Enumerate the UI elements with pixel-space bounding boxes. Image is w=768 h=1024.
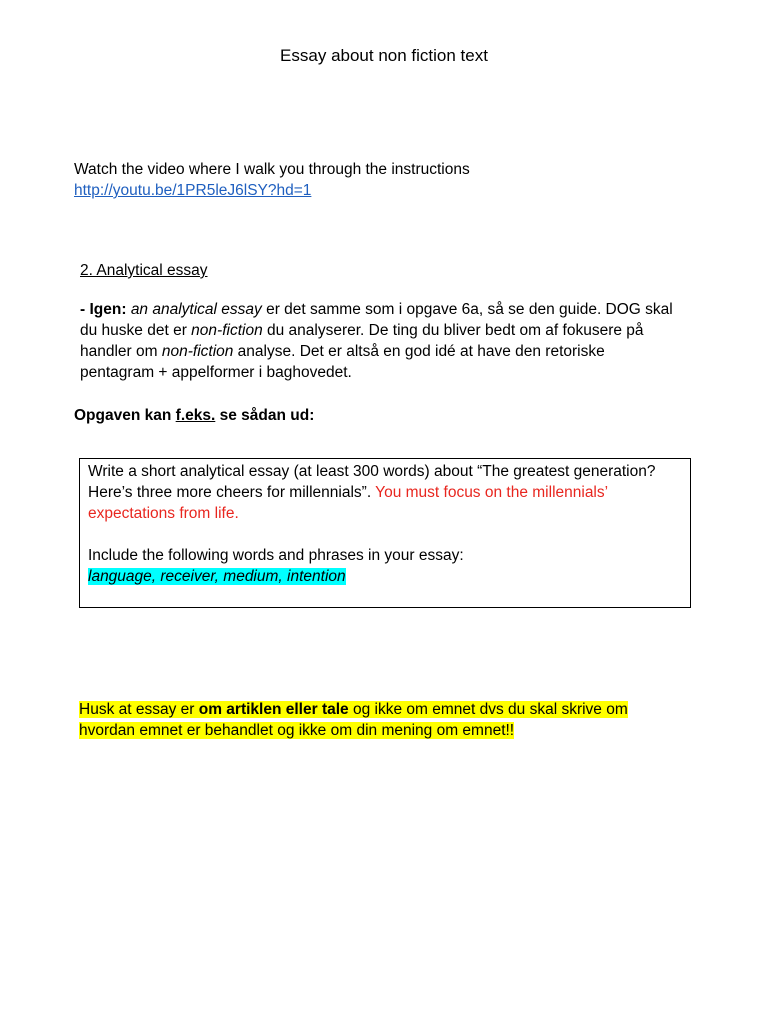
reminder-bold: om artiklen eller tale	[198, 701, 349, 718]
instruction-paragraph	[80, 299, 680, 383]
video-link[interactable]: http://youtu.be/1PR5leJ6lSY?hd=1	[74, 182, 312, 199]
task-red-text: You must focus on the millennials’ expectations from life.	[88, 484, 608, 522]
example-heading	[74, 405, 314, 426]
task-text-2: Include the following words and phrases in your essay:	[88, 547, 464, 564]
example-heading-pre: Opgaven kan	[74, 407, 176, 424]
reminder-note	[79, 699, 679, 741]
paragraph-text-3: du analyserer. De ting du bliver bedt om af fokusere på handler om	[80, 322, 644, 360]
paragraph-emphasis-3: non-fiction	[161, 343, 234, 360]
paragraph-prefix: - Igen:	[80, 301, 131, 318]
example-heading-post: se sådan ud:	[215, 407, 315, 424]
paragraph-emphasis-1: an analytical essay	[130, 301, 262, 318]
reminder-text-2: og ikke om emnet dvs du skal skrive om hvordan emnet er behandlet og ikke om din mening om emnet!!	[79, 701, 628, 739]
example-heading-underlined: f.eks.	[175, 407, 216, 424]
page-title: Essay about non fiction text	[280, 46, 488, 65]
task-text-1: Write a short analytical essay (at least 300 words) about “The greatest generation? Here’s three more cheers for millennials”.	[88, 463, 656, 501]
section-heading: 2. Analytical essay	[80, 262, 208, 279]
task-box	[79, 458, 691, 608]
intro-block	[74, 159, 694, 201]
intro-text: Watch the video where I walk you through the instructions	[74, 161, 470, 178]
paragraph-emphasis-2: non-fiction	[191, 322, 263, 339]
task-instructions	[88, 461, 682, 524]
paragraph-text-4: analyse. Det er altså en god idé at have den retoriske pentagram + appelformer i baghovedet.	[80, 343, 605, 381]
highlighted-words: language, receiver, medium, intention	[88, 568, 346, 585]
reminder-text-1: Husk at essay er	[79, 701, 199, 718]
paragraph-text-2: er det samme som i opgave 6a, så se den guide. DOG skal du huske det er	[80, 301, 673, 339]
